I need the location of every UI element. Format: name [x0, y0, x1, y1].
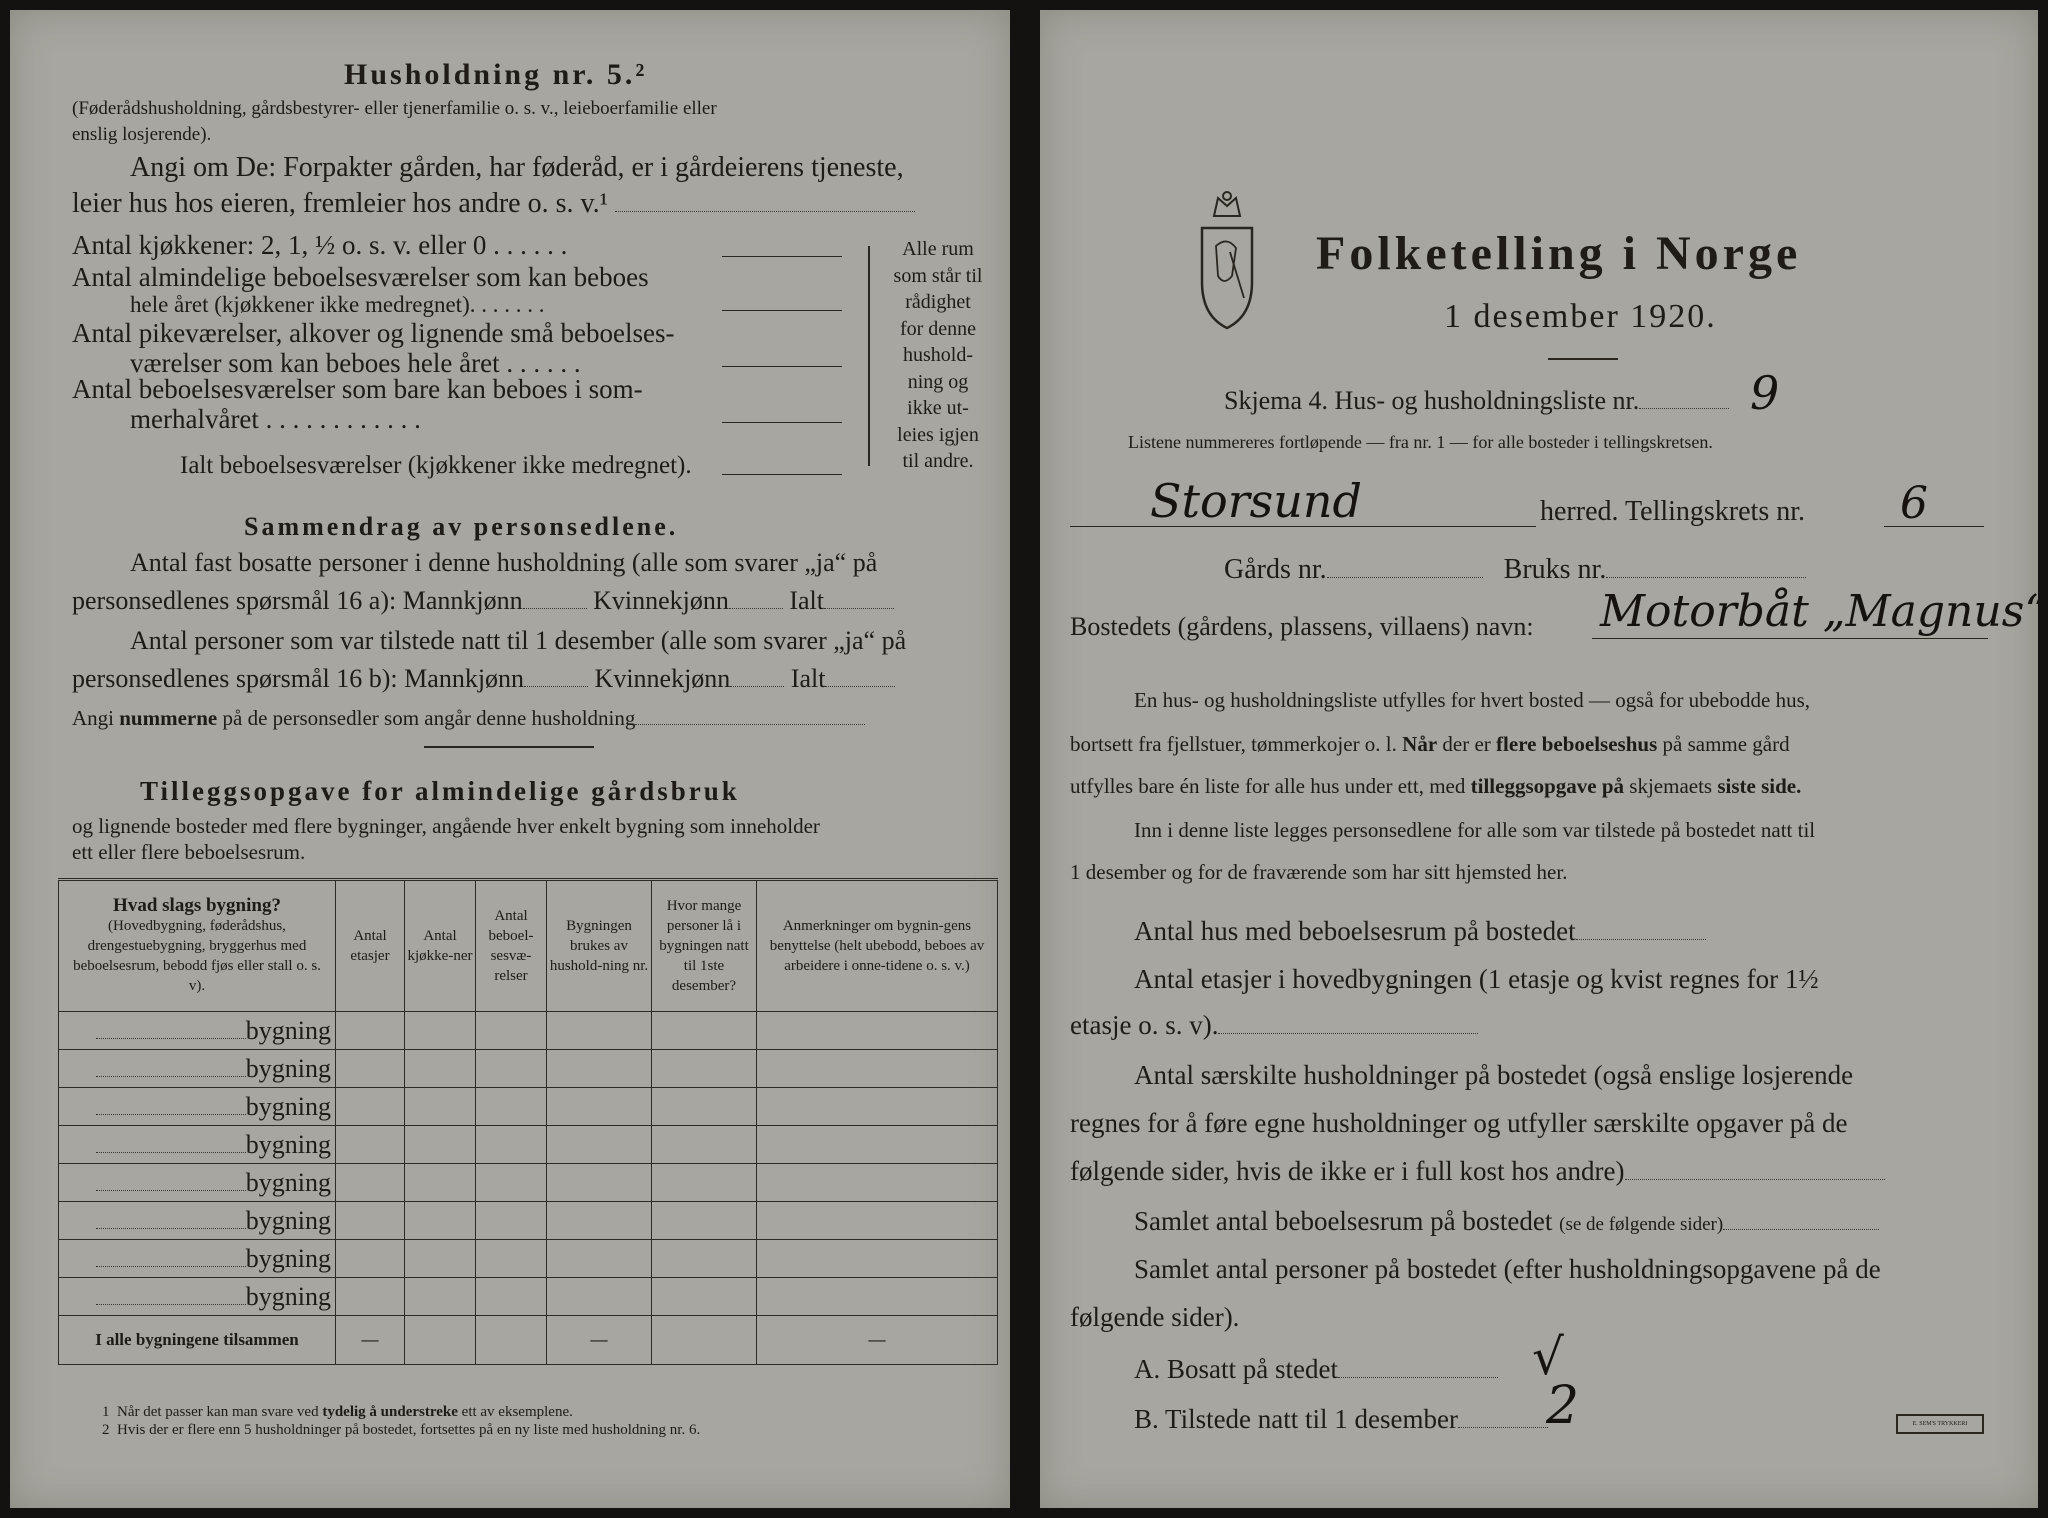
summary-2a: Antal personer som var tilstede natt til 1 desember (alle som svarer „ja“ på [130, 626, 907, 655]
cell[interactable] [547, 1164, 652, 1202]
q-floors-2 [1070, 1010, 1478, 1041]
side-note-line: rådighet [905, 291, 971, 313]
total-rooms[interactable] [476, 1316, 547, 1365]
intro-3d: siste side. [1717, 774, 1802, 798]
tenure-answer-line[interactable] [615, 210, 915, 212]
cell[interactable] [405, 1126, 476, 1164]
col-rooms: Antal beboel-sesvæ-relser [476, 880, 547, 1012]
building-label[interactable]: bygning [59, 1126, 336, 1164]
bosted-name: Motorbåt „Magnus“ [1600, 586, 2047, 637]
cell[interactable] [652, 1202, 757, 1240]
question-tenure-2 [72, 188, 915, 220]
intro-3 [1070, 774, 1801, 799]
schema-line [1224, 386, 1729, 416]
total-present-field[interactable] [825, 685, 895, 687]
table-total-row [59, 1316, 998, 1365]
summary-title: Sammendrag av personsedlene. [244, 512, 679, 541]
cell[interactable] [652, 1240, 757, 1278]
col-kitchens: Antal kjøkke-ner [405, 880, 476, 1012]
q-houses [1134, 916, 1706, 947]
male-present-field[interactable] [524, 685, 588, 687]
intro-3c: skjemaets [1629, 774, 1713, 798]
intro-1: En hus- og husholdningsliste utfylles for hvert bosted — også for ubebodde hus, [1134, 688, 1810, 712]
q-floors-1: Antal etasjer i hovedbygningen (1 etasje og kvist regnes for 1½ [1134, 964, 1819, 994]
total-kitchens[interactable] [405, 1316, 476, 1365]
q-present [1134, 1404, 1548, 1435]
cell[interactable] [547, 1050, 652, 1088]
census-title: Folketelling i Norge [1316, 227, 1802, 280]
table-row [59, 1126, 998, 1164]
gards-label: Gårds nr. [1224, 554, 1327, 585]
q-persons-1: Samlet antal personer på bostedet (efter husholdningsopgavene på de [1134, 1254, 1881, 1284]
intro-5: 1 desember og for de fraværende som har sitt hjemsted her. [1070, 860, 1568, 884]
q-rooms-note: (se de følgende sider) [1559, 1214, 1724, 1235]
numbers-rest: på de personsedler som angår denne husholdning [222, 706, 636, 730]
table-row [59, 1164, 998, 1202]
cell[interactable] [757, 1164, 998, 1202]
gards-line [1224, 554, 1806, 586]
cell[interactable] [652, 1012, 757, 1050]
q-persons-2: følgende sider). [1070, 1302, 1240, 1332]
intro-2c: der er [1442, 732, 1491, 756]
coat-of-arms-icon [1192, 186, 1262, 332]
bosted-field[interactable] [1592, 638, 1988, 639]
building-label[interactable]: bygning [59, 1050, 336, 1088]
krets-number: 6 [1900, 478, 1928, 529]
section-divider [424, 746, 594, 748]
cell[interactable] [336, 1278, 405, 1316]
total-remarks[interactable]: — [757, 1316, 998, 1365]
q-rooms-label: Samlet antal beboelsesrum på bostedet [1134, 1206, 1553, 1236]
answer-line-total[interactable] [722, 474, 842, 475]
q-households-3 [1070, 1156, 1885, 1187]
q-resident [1134, 1354, 1498, 1385]
cell[interactable] [405, 1012, 476, 1050]
cell[interactable] [547, 1012, 652, 1050]
cell[interactable] [405, 1088, 476, 1126]
cell[interactable] [757, 1012, 998, 1050]
footnote-2-text: Hvis der er flere enn 5 husholdninger på bostedet, fortsettes på en ny liste med husholdning nr. 6. [117, 1422, 701, 1438]
numbers-line [72, 706, 865, 731]
intro-4: Inn i denne liste legges personsedlene for alle som var tilstede på bostedet natt til [1134, 818, 1816, 842]
household-note-2: enslig losjerende). [72, 124, 212, 145]
col-building-type-sub: (Hovedbygning, føderådshus, drengestuebygning, bryggerhus med beboelsesrum, bebodd fjøs eller stall o. s. v). [73, 918, 321, 994]
building-label[interactable]: bygning [59, 1012, 336, 1050]
answer-line-summer[interactable] [722, 422, 842, 423]
building-label[interactable]: bygning [59, 1202, 336, 1240]
building-label[interactable]: bygning [59, 1278, 336, 1316]
summary-1b-label: personsedlenes spørsmål 16 a): Mannkjønn [72, 586, 523, 615]
cell[interactable] [652, 1088, 757, 1126]
rooms-field[interactable] [1723, 1228, 1879, 1230]
table-row [59, 1012, 998, 1050]
resident-mark: √ [1532, 1328, 1564, 1386]
cell[interactable] [336, 1088, 405, 1126]
side-note-line: hushold- [903, 344, 973, 366]
female-label: Kvinnekjønn [593, 586, 729, 615]
female-label: Kvinnekjønn [594, 664, 731, 693]
total-label: I alle bygningene tilsammen [59, 1316, 336, 1365]
present-field[interactable] [1458, 1426, 1548, 1428]
q-floors-2-label: etasje o. s. v). [1070, 1010, 1219, 1040]
numbers-field[interactable] [635, 723, 865, 725]
numbering-note: Listene nummereres fortløpende — fra nr. 1 — for alle bosteder i tellingskretsen. [1128, 432, 1713, 452]
cell[interactable] [405, 1202, 476, 1240]
question-tenure-2-text: leier hus hos eieren, fremleier hos andre o. s. v.¹ [72, 188, 609, 219]
intro-2d: flere beboelseshus [1496, 732, 1658, 756]
krets-field[interactable] [1884, 526, 1984, 527]
household-title: Husholdning nr. 5.² [344, 58, 648, 91]
answer-line-small[interactable] [722, 366, 842, 367]
table-row [59, 1240, 998, 1278]
cell[interactable] [476, 1012, 547, 1050]
cell[interactable] [652, 1126, 757, 1164]
side-note-line: ikke ut- [907, 397, 969, 419]
footnote-1-pre: Når det passer kan man svare ved [117, 1404, 319, 1420]
cell[interactable] [547, 1278, 652, 1316]
footnote-mark: 2 [102, 1422, 110, 1438]
q-households-1: Antal særskilte husholdninger på bostedet (også enslige losjerende [1134, 1060, 1854, 1090]
footnote-1 [102, 1404, 573, 1421]
building-table [58, 878, 998, 1365]
footnote-1-bold: tydelig å understreke [322, 1404, 458, 1420]
herred-label: herred. Tellingskrets nr. [1540, 496, 1806, 527]
q-resident-label: A. Bosatt på stedet [1134, 1354, 1338, 1384]
houses-field[interactable] [1576, 938, 1706, 940]
cell[interactable] [476, 1088, 547, 1126]
supplement-title: Tilleggsopgave for almindelige gårdsbruk [140, 776, 740, 806]
side-note-line: ning og [907, 370, 969, 393]
col-remarks: Anmerkninger om bygnin-gens benyttelse (helt ubebodd, beboes av arbeidere i onne-tidene o. s. v.) [757, 880, 998, 1012]
cell[interactable] [405, 1050, 476, 1088]
floors-field[interactable] [1218, 1032, 1478, 1034]
side-note-line: Alle rum [902, 238, 974, 260]
cell[interactable] [757, 1202, 998, 1240]
male-resident-field[interactable] [523, 607, 587, 609]
cell[interactable] [336, 1240, 405, 1278]
cell[interactable] [476, 1202, 547, 1240]
cell[interactable] [336, 1202, 405, 1240]
gards-field[interactable] [1327, 576, 1483, 578]
brace [868, 246, 870, 466]
cell[interactable] [476, 1164, 547, 1202]
intro-2e: på samme gård [1662, 732, 1790, 756]
intro-2b: Når [1402, 732, 1438, 756]
cell[interactable] [757, 1088, 998, 1126]
answer-line-kitchens[interactable] [722, 256, 842, 257]
cell[interactable] [476, 1050, 547, 1088]
q-houses-label: Antal hus med beboelsesrum på bostedet [1134, 916, 1576, 946]
table-row [59, 1050, 998, 1088]
printer-stamp: E. SEM'S TRYKKERI [1896, 1414, 1984, 1434]
cell[interactable] [757, 1240, 998, 1278]
rooms-summer-2: merhalvåret . . . . . . . . . . . . [130, 404, 421, 434]
total-label: Ialt [790, 664, 826, 693]
side-note-line: som står til [893, 264, 983, 287]
cell[interactable] [547, 1088, 652, 1126]
total-label: Ialt [789, 586, 825, 615]
cell[interactable] [757, 1126, 998, 1164]
cell[interactable] [405, 1278, 476, 1316]
total-persons[interactable] [652, 1316, 757, 1365]
col-building-type-title: Hvad slags bygning? [113, 895, 281, 916]
cell[interactable] [652, 1164, 757, 1202]
side-note-line: til andre. [902, 450, 974, 472]
cell[interactable] [336, 1012, 405, 1050]
total-floors[interactable]: — [336, 1316, 405, 1365]
supplement-text-2: ett eller flere beboelsesrum. [72, 840, 306, 864]
resident-field[interactable] [1338, 1376, 1498, 1378]
cell[interactable] [476, 1240, 547, 1278]
total-resident-field[interactable] [824, 607, 894, 609]
cell[interactable] [405, 1164, 476, 1202]
table-row [59, 1202, 998, 1240]
female-present-field[interactable] [730, 685, 784, 687]
building-label[interactable]: bygning [59, 1164, 336, 1202]
col-floors: Antal etasjer [336, 880, 405, 1012]
footnote-mark: 1 [102, 1404, 110, 1420]
schema-number-field[interactable] [1639, 407, 1729, 409]
cell[interactable] [476, 1278, 547, 1316]
numbers-prefix: Angi [72, 706, 114, 730]
rooms-summer: Antal beboelsesværelser som bare kan beboes i som- [72, 374, 643, 404]
cell[interactable] [405, 1240, 476, 1278]
building-label[interactable]: bygning [59, 1240, 336, 1278]
side-note-line: leies igjen [897, 423, 979, 446]
present-number: 2 [1546, 1376, 1580, 1436]
census-date: 1 desember 1920. [1444, 298, 1717, 335]
col-building-type [59, 880, 336, 1012]
summary-2b-label: personsedlenes spørsmål 16 b): Mannkjønn [72, 664, 525, 693]
title-divider [1548, 358, 1618, 360]
total-household[interactable]: — [547, 1316, 652, 1365]
rooms-small: Antal pikeværelser, alkover og lignende små beboelses- [72, 318, 675, 348]
side-note [878, 236, 998, 475]
q-households-3-label: følgende sider, hvis de ikke er i full kost hos andre) [1070, 1156, 1625, 1186]
bosted-label: Bostedets (gårdens, plassens, villaens) navn: [1070, 612, 1534, 641]
intro-3b: tilleggsopgave på [1470, 774, 1625, 798]
cell[interactable] [547, 1240, 652, 1278]
col-persons: Hvor mange personer lå i bygningen natt til 1ste desember? [652, 880, 757, 1012]
q-present-label: B. Tilstede natt til 1 desember [1134, 1404, 1458, 1434]
rooms-small-2: værelser som kan beboes hele året . . . . . . [130, 348, 581, 378]
summary-1b [72, 586, 894, 616]
cell[interactable] [652, 1050, 757, 1088]
cell[interactable] [757, 1050, 998, 1088]
col-household: Bygningen brukes av hushold-ning nr. [547, 880, 652, 1012]
answer-line-ordinary[interactable] [722, 310, 842, 311]
cell[interactable] [547, 1126, 652, 1164]
numbers-bold: nummerne [119, 706, 218, 730]
female-resident-field[interactable] [729, 607, 783, 609]
summary-1a: Antal fast bosatte personer i denne husholdning (alle som svarer „ja“ på [130, 548, 878, 577]
household-note: (Føderådshusholdning, gårdsbestyrer- eller tjenerfamilie o. s. v., leieboerfamilie eller [72, 98, 717, 119]
cell[interactable] [336, 1126, 405, 1164]
table-row [59, 1088, 998, 1126]
bruks-label: Bruks nr. [1503, 554, 1607, 585]
intro-3a: utfylles bare én liste for alle hus under ett, med [1070, 774, 1466, 798]
bruks-field[interactable] [1606, 576, 1806, 578]
rooms-ordinary: Antal almindelige beboelsesværelser som kan beboes [72, 262, 649, 292]
rooms-total: Ialt beboelsesværelser (kjøkkener ikke medregnet). [180, 452, 692, 479]
table-row [59, 1278, 998, 1316]
cell[interactable] [336, 1164, 405, 1202]
building-label[interactable]: bygning [59, 1088, 336, 1126]
herred-name: Storsund [1150, 474, 1362, 528]
rooms-kitchens: Antal kjøkkener: 2, 1, ½ o. s. v. eller 0 . . . . . . [72, 230, 568, 260]
households-field[interactable] [1625, 1178, 1885, 1180]
summary-2b [72, 664, 895, 694]
q-rooms [1134, 1206, 1879, 1237]
schema-number: 9 [1750, 366, 1780, 420]
cell[interactable] [476, 1126, 547, 1164]
footnote-2 [102, 1422, 700, 1439]
footnote-1-post: ett av eksemplene. [461, 1404, 573, 1420]
question-tenure-1: Angi om De: Forpakter gården, har føderåd, er i gårdeierens tjeneste, [130, 152, 904, 183]
cell[interactable] [336, 1050, 405, 1088]
side-note-line: for denne [899, 317, 977, 340]
cell[interactable] [547, 1202, 652, 1240]
intro-2 [1070, 732, 1790, 757]
cell[interactable] [652, 1278, 757, 1316]
schema-text: Skjema 4. Hus- og husholdningsliste nr. [1224, 386, 1640, 415]
q-households-2: regnes for å føre egne husholdninger og utfyller særskilte opgaver på de [1070, 1108, 1848, 1138]
rooms-ordinary-2: hele året (kjøkkener ikke medregnet). . . . . . . [130, 292, 545, 317]
intro-2a: bortsett fra fjellstuer, tømmerkojer o. l. [1070, 732, 1397, 756]
cell[interactable] [757, 1278, 998, 1316]
supplement-text-1: og lignende bosteder med flere bygninger, angående hver enkelt bygning som inneholder [72, 814, 820, 838]
